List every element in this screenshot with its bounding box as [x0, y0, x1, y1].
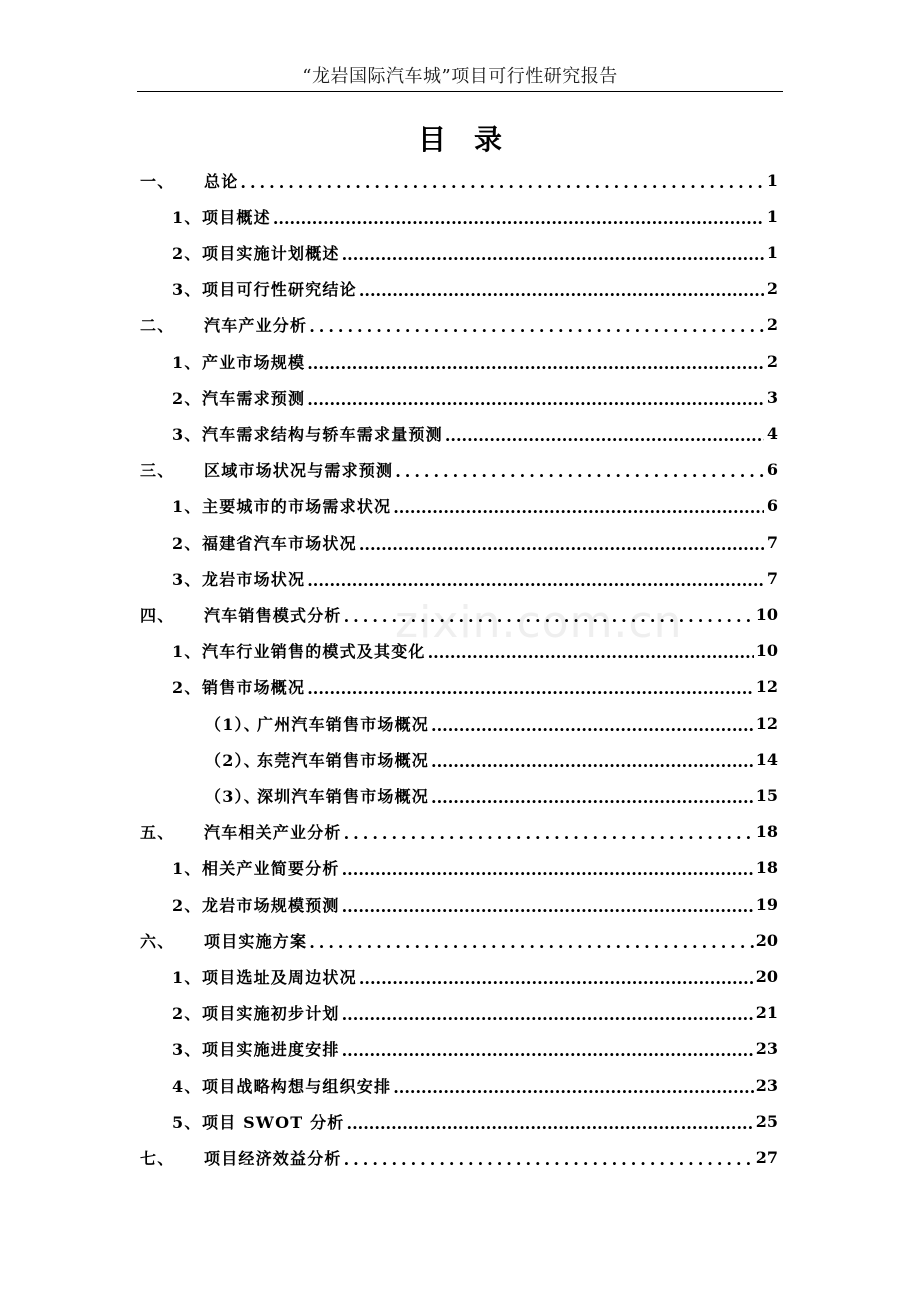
- toc-entry-page: 10: [755, 604, 778, 624]
- toc-entry[interactable]: [172, 198, 778, 234]
- toc-entry-page: 12: [755, 677, 778, 697]
- toc-entry-page: 23: [755, 1039, 778, 1059]
- dot-leader: [307, 354, 764, 373]
- toc-entry[interactable]: [140, 1139, 778, 1175]
- toc-entry-page: 18: [755, 858, 778, 878]
- toc-entry-page: 2: [766, 351, 778, 371]
- toc-entry-page: 7: [766, 532, 778, 552]
- toc-entry-text: 汽车行业销售的模式及其变化: [202, 642, 426, 662]
- toc-entry[interactable]: [172, 1103, 778, 1139]
- toc-entry-text: 广州汽车销售市场概况: [257, 714, 430, 734]
- toc-entry-page: 2: [766, 315, 778, 335]
- toc-entry-text: 项目 SWOT 分析: [202, 1112, 345, 1132]
- toc-entry-page: 21: [755, 1003, 778, 1023]
- toc-entry-text: 汽车需求结构与轿车需求量预测: [202, 424, 443, 444]
- dot-leader: [431, 752, 754, 771]
- dot-leader: [240, 173, 764, 192]
- toc-entry-number: 2、: [172, 533, 202, 553]
- toc-entry-number: 五、: [140, 823, 175, 843]
- toc-entry[interactable]: [205, 705, 778, 741]
- toc-entry[interactable]: [172, 415, 778, 451]
- toc-entry[interactable]: [172, 379, 778, 415]
- toc-entry-number: 1、: [172, 967, 202, 987]
- toc-entry-text: 龙岩市场规模预测: [202, 895, 340, 915]
- toc-entry-number: 2、: [172, 388, 202, 408]
- toc-entry-page: 14: [755, 749, 778, 769]
- toc-entry[interactable]: [172, 850, 778, 886]
- toc-entry-text: 主要城市的市场需求状况: [202, 497, 392, 517]
- toc-entry[interactable]: [172, 343, 778, 379]
- dot-leader: [393, 1078, 754, 1097]
- toc-entry[interactable]: [140, 596, 778, 632]
- dot-leader: [428, 643, 754, 662]
- toc-entry-text: 项目实施计划概述: [202, 243, 340, 263]
- toc-entry-page: 12: [755, 713, 778, 733]
- toc-entry-number: 2、: [172, 243, 202, 263]
- toc-entry-page: 19: [755, 894, 778, 914]
- toc-entry[interactable]: [172, 669, 778, 705]
- toc-entry[interactable]: [140, 162, 778, 198]
- toc-entry-page: 25: [755, 1111, 778, 1131]
- toc-entry-number: 2、: [172, 895, 202, 915]
- toc-entry-page: 15: [755, 785, 778, 805]
- toc-entry[interactable]: [172, 488, 778, 524]
- toc-entry[interactable]: [172, 958, 778, 994]
- dot-leader: [393, 498, 764, 517]
- header-divider: [137, 91, 783, 92]
- toc-entry-text: 汽车销售模式分析: [204, 605, 342, 625]
- dot-leader: [309, 317, 764, 336]
- toc-entry[interactable]: [140, 814, 778, 850]
- toc-entry-text: 深圳汽车销售市场概况: [257, 786, 430, 806]
- toc-entry-text: 汽车产业分析: [204, 316, 308, 336]
- dot-leader: [307, 390, 764, 409]
- dot-leader: [359, 281, 764, 300]
- toc-entry-number: 一、: [140, 171, 175, 191]
- toc-entry[interactable]: [172, 633, 778, 669]
- toc-entry-page: 6: [766, 496, 778, 516]
- toc-entry-page: 27: [755, 1147, 778, 1167]
- toc-entry[interactable]: [172, 524, 778, 560]
- page-header: “龙岩国际汽车城”项目可行性研究报告: [302, 66, 618, 87]
- toc-entry-text: 汽车需求预测: [202, 388, 306, 408]
- toc-entry-number: 4、: [172, 1076, 202, 1096]
- toc-title: 目录: [417, 123, 530, 156]
- toc-entry-page: 23: [755, 1075, 778, 1095]
- toc-entry-page: 3: [766, 387, 778, 407]
- toc-entry-text: 项目实施方案: [204, 931, 308, 951]
- toc-entry-number: 1、: [172, 207, 202, 227]
- dot-leader: [359, 535, 764, 554]
- watermark: zixin.com.cn: [395, 597, 683, 648]
- dot-leader: [273, 209, 764, 228]
- toc-entry-page: 18: [755, 822, 778, 842]
- toc-entry-text: 项目实施进度安排: [202, 1040, 340, 1060]
- dot-leader: [342, 245, 764, 264]
- toc-entry[interactable]: [172, 560, 778, 596]
- toc-entry[interactable]: [140, 922, 778, 958]
- toc-entry-page: 1: [766, 170, 778, 190]
- dot-leader: [344, 824, 754, 843]
- toc-entry-text: 项目可行性研究结论: [202, 280, 357, 300]
- toc-entry-text: 东莞汽车销售市场概况: [257, 750, 430, 770]
- toc-entry-text: 项目概述: [202, 207, 271, 227]
- toc-entry-text: 相关产业简要分析: [202, 859, 340, 879]
- dot-leader: [395, 462, 764, 481]
- toc-entry-number: 四、: [140, 605, 175, 625]
- toc-entry-text: 龙岩市场状况: [202, 569, 306, 589]
- toc-entry-number: 1、: [172, 859, 202, 879]
- dot-leader: [359, 969, 754, 988]
- toc-entry-text: 福建省汽车市场状况: [202, 533, 357, 553]
- dot-leader: [307, 679, 754, 698]
- dot-leader: [344, 607, 754, 626]
- toc-entry-text: 项目实施初步计划: [202, 1004, 340, 1024]
- toc-entry-text: 汽车相关产业分析: [204, 823, 342, 843]
- toc-entry-text: 项目选址及周边状况: [202, 967, 357, 987]
- toc-entry-number: （3）、: [205, 786, 261, 806]
- toc-entry-page: 7: [766, 568, 778, 588]
- toc-entry-text: 总论: [204, 171, 239, 191]
- toc-entry-number: 六、: [140, 931, 175, 951]
- dot-leader: [342, 860, 754, 879]
- toc-entry[interactable]: [172, 1031, 778, 1067]
- toc-entry[interactable]: [172, 1067, 778, 1103]
- toc-entry-number: 二、: [140, 316, 175, 336]
- toc-entry-number: 3、: [172, 1040, 202, 1060]
- toc-entry-page: 1: [766, 242, 778, 262]
- dot-leader: [431, 716, 754, 735]
- toc-entry-text: 产业市场规模: [202, 352, 306, 372]
- toc-entry-number: （1）、: [205, 714, 261, 734]
- toc-entry-number: 3、: [172, 280, 202, 300]
- dot-leader: [342, 897, 754, 916]
- dot-leader: [342, 1041, 754, 1060]
- toc-entry[interactable]: [205, 777, 778, 813]
- dot-leader: [309, 933, 754, 952]
- toc-entry-number: 1、: [172, 497, 202, 517]
- toc-entry-number: 3、: [172, 569, 202, 589]
- toc-entry-number: 2、: [172, 678, 202, 698]
- dot-leader: [344, 1150, 754, 1169]
- toc-entry-page: 6: [766, 460, 778, 480]
- toc-entry-page: 20: [755, 966, 778, 986]
- toc-entry-text: 项目战略构想与组织安排: [202, 1076, 392, 1096]
- toc-entry-page: 4: [766, 423, 778, 443]
- dot-leader: [347, 1114, 754, 1133]
- toc-entry-number: 5、: [172, 1112, 202, 1132]
- toc-entry[interactable]: [172, 271, 778, 307]
- toc-entry-number: 1、: [172, 642, 202, 662]
- toc-entry-number: 3、: [172, 424, 202, 444]
- toc-entry-number: （2）、: [205, 750, 261, 770]
- toc-entry[interactable]: [140, 307, 778, 343]
- toc-entry[interactable]: [140, 452, 778, 488]
- toc-entry-number: 2、: [172, 1004, 202, 1024]
- toc-entry-page: 10: [755, 641, 778, 661]
- dot-leader: [445, 426, 764, 445]
- toc-entry-page: 20: [755, 930, 778, 950]
- dot-leader: [307, 571, 764, 590]
- toc-entry-page: 2: [766, 279, 778, 299]
- toc-entry[interactable]: [172, 886, 778, 922]
- toc-entry[interactable]: [172, 995, 778, 1031]
- dot-leader: [431, 788, 754, 807]
- dot-leader: [342, 1005, 754, 1024]
- toc-entry-number: 七、: [140, 1148, 175, 1168]
- toc-entry-text: 项目经济效益分析: [204, 1148, 342, 1168]
- toc-entry-page: 1: [766, 206, 778, 226]
- toc-entry[interactable]: [172, 234, 778, 270]
- toc-entry-number: 三、: [140, 461, 175, 481]
- toc-entry[interactable]: [205, 741, 778, 777]
- toc-entry-number: 1、: [172, 352, 202, 372]
- toc-entry-text: 区域市场状况与需求预测: [204, 461, 394, 481]
- toc-entry-text: 销售市场概况: [202, 678, 306, 698]
